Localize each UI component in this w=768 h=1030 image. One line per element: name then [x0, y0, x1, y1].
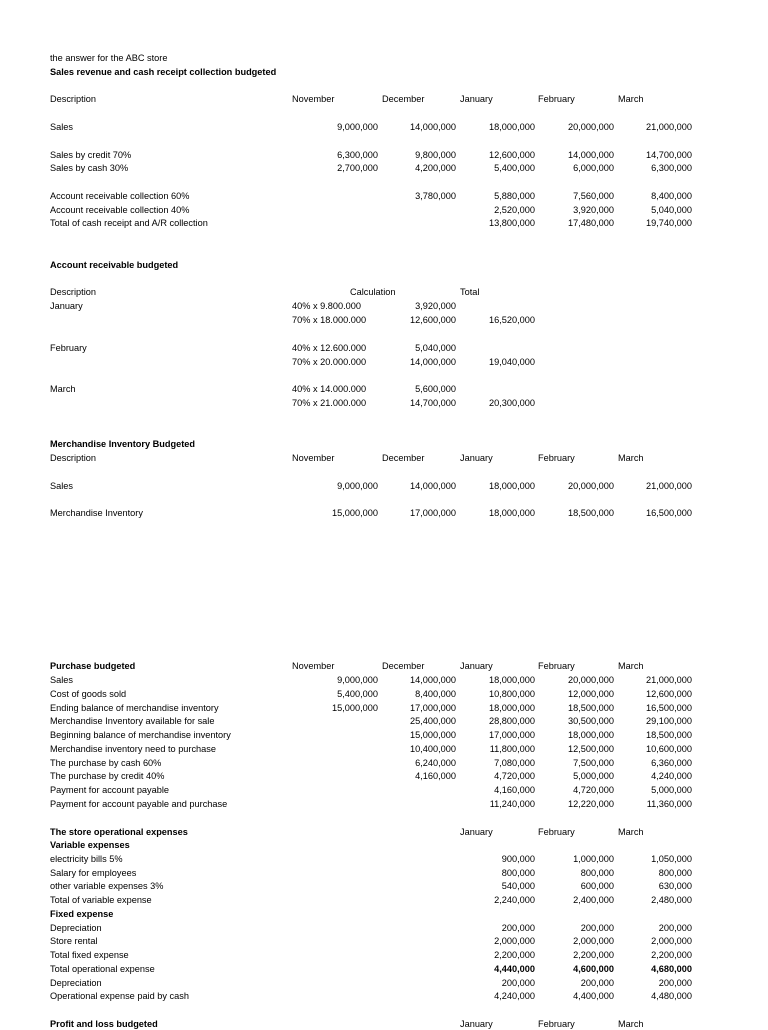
row-label: Total operational expense — [50, 963, 155, 974]
cell-value: 6,300,000 — [337, 150, 378, 160]
cell-value: 10,400,000 — [410, 743, 456, 754]
cell-value: 20,000,000 — [568, 122, 614, 132]
cell-value: 9,000,000 — [337, 122, 378, 132]
cell-value: 21,000,000 — [646, 675, 692, 685]
cell-value: 800,000 — [580, 867, 614, 878]
cell-value: 9,000,000 — [337, 675, 378, 685]
cell-value: 16,500,000 — [646, 508, 692, 518]
cell-value: 18,000,000 — [489, 481, 535, 491]
cell-value: 4,720,000 — [573, 785, 614, 795]
cell-value: 8,400,000 — [651, 191, 692, 201]
cell-value: 18,500,000 — [568, 508, 614, 518]
header-description: Description — [50, 453, 96, 463]
ar-amount: 12,600,000 — [410, 315, 456, 325]
section-title-opex: The store operational expenses — [50, 827, 188, 837]
header-month: February — [538, 453, 575, 463]
ar-calculation-header: Calculation — [350, 287, 396, 297]
cell-value: 28,800,000 — [489, 716, 535, 727]
cell-value: 14,000,000 — [410, 122, 456, 132]
cell-value: 4,160,000 — [415, 771, 456, 782]
cell-value: 4,160,000 — [494, 785, 535, 795]
row-label: Fixed expense — [50, 908, 114, 919]
cell-value: 3,780,000 — [415, 191, 456, 201]
cell-value: 5,000,000 — [651, 785, 692, 795]
header-month: December — [382, 661, 425, 671]
row-label: other variable expenses 3% — [50, 881, 164, 892]
header-month: February — [538, 827, 575, 837]
ar-calc: 70% x 20.000.000 — [292, 357, 367, 367]
cell-value: 200,000 — [501, 977, 535, 988]
cell-value: 600,000 — [580, 881, 614, 892]
cell-value: 2,700,000 — [337, 163, 378, 173]
header-month: March — [618, 827, 644, 837]
row-label: Operational expense paid by cash — [50, 991, 189, 1002]
section-title-inventory: Merchandise Inventory Budgeted — [50, 439, 195, 449]
cell-value: 18,000,000 — [489, 508, 535, 518]
section-title-purchase: Purchase budgeted — [50, 661, 136, 671]
ar-calc: 40% x 9.800.000 — [292, 301, 361, 311]
header-month: March — [618, 453, 644, 463]
cell-value: 4,240,000 — [651, 771, 692, 782]
cell-value: 630,000 — [658, 881, 692, 892]
cell-value: 20,000,000 — [568, 481, 614, 491]
cell-value: 9,800,000 — [415, 150, 456, 160]
cell-value: 6,240,000 — [415, 757, 456, 768]
header-month: January — [460, 453, 493, 463]
cell-value: 4,200,000 — [415, 163, 456, 173]
header-month: February — [538, 94, 575, 104]
cell-value: 12,220,000 — [568, 798, 614, 809]
cell-value: 20,000,000 — [568, 675, 614, 685]
cell-value: 1,050,000 — [651, 853, 692, 864]
ar-total: 20,300,000 — [489, 398, 535, 408]
cell-value: 17,000,000 — [410, 702, 456, 713]
cell-value: 14,000,000 — [568, 150, 614, 160]
cell-value: 30,500,000 — [568, 716, 614, 727]
header-month: January — [460, 661, 493, 671]
row-label: Payment for account payable — [50, 785, 169, 795]
row-label: Payment for account payable and purchase — [50, 798, 228, 809]
ar-total: 16,520,000 — [489, 315, 535, 325]
row-label: electricity bills 5% — [50, 853, 123, 864]
ar-amount: 5,040,000 — [415, 343, 456, 353]
ar-amount: 14,700,000 — [410, 398, 456, 408]
row-label: Ending balance of merchandise inventory — [50, 702, 219, 713]
row-label: Total of variable expense — [50, 895, 152, 905]
ar-calc: 40% x 12.600.000 — [292, 343, 367, 353]
cell-value: 1,000,000 — [573, 853, 614, 864]
cell-value: 16,500,000 — [646, 702, 692, 713]
ar-calc: 70% x 21.000.000 — [292, 398, 367, 408]
cell-value: 12,600,000 — [646, 688, 692, 699]
cell-value: 2,000,000 — [651, 936, 692, 947]
row-label: Merchandise Inventory — [50, 508, 143, 518]
cell-value: 2,200,000 — [573, 950, 614, 960]
row-label: The purchase by credit 40% — [50, 771, 165, 782]
row-label: Cost of goods sold — [50, 688, 127, 699]
cell-value: 4,440,000 — [494, 963, 535, 974]
cell-value: 18,000,000 — [489, 675, 535, 685]
cell-value: 200,000 — [658, 977, 692, 988]
row-label: Merchandise Inventory available for sale — [50, 716, 215, 727]
cell-value: 19,740,000 — [646, 218, 692, 228]
ar-calc: 70% x 18.000.000 — [292, 315, 367, 325]
row-label: The purchase by cash 60% — [50, 757, 162, 768]
header-month: November — [292, 661, 335, 671]
cell-value: 17,000,000 — [410, 508, 456, 518]
cell-value: 14,700,000 — [646, 150, 692, 160]
cell-value: 2,200,000 — [651, 950, 692, 960]
cell-value: 5,400,000 — [337, 688, 378, 699]
row-label: Depreciation — [50, 977, 102, 988]
ar-month-label: January — [50, 301, 83, 311]
cell-value: 2,200,000 — [494, 950, 535, 960]
cell-value: 2,000,000 — [573, 936, 614, 947]
cell-value: 11,800,000 — [489, 743, 535, 754]
header-month: January — [460, 1019, 493, 1029]
row-label: Account receivable collection 60% — [50, 191, 190, 201]
cell-value: 8,400,000 — [415, 688, 456, 699]
cell-value: 200,000 — [580, 922, 614, 933]
cell-value: 25,400,000 — [410, 716, 456, 727]
cell-value: 4,680,000 — [651, 963, 692, 974]
cell-value: 10,600,000 — [646, 743, 692, 754]
row-label: Sales — [50, 675, 73, 685]
cell-value: 7,080,000 — [494, 757, 535, 768]
row-label: Total of cash receipt and A/R collection — [50, 218, 208, 228]
header-month: November — [292, 94, 335, 104]
cell-value: 2,520,000 — [494, 205, 535, 215]
intro-line: the answer for the ABC store — [50, 53, 168, 63]
section-title-profit-loss: Profit and loss budgeted — [50, 1019, 158, 1029]
cell-value: 17,480,000 — [568, 218, 614, 228]
row-label: Account receivable collection 40% — [50, 205, 190, 215]
cell-value: 11,360,000 — [646, 798, 692, 809]
cell-value: 15,000,000 — [410, 730, 456, 740]
row-label: Total fixed expense — [50, 950, 129, 960]
row-label: Sales by credit 70% — [50, 150, 132, 160]
cell-value: 5,000,000 — [573, 771, 614, 782]
row-label: Beginning balance of merchandise inventory — [50, 730, 231, 740]
row-label: Depreciation — [50, 922, 102, 933]
cell-value: 540,000 — [501, 881, 535, 892]
cell-value: 4,480,000 — [651, 991, 692, 1002]
cell-value: 17,000,000 — [489, 730, 535, 740]
cell-value: 2,400,000 — [573, 895, 614, 905]
cell-value: 800,000 — [658, 867, 692, 878]
cell-value: 18,000,000 — [489, 702, 535, 713]
cell-value: 21,000,000 — [646, 481, 692, 491]
cell-value: 4,400,000 — [573, 991, 614, 1002]
cell-value: 800,000 — [501, 867, 535, 878]
ar-amount: 14,000,000 — [410, 357, 456, 367]
row-label: Sales — [50, 122, 73, 132]
header-month: March — [618, 1019, 644, 1029]
cell-value: 2,240,000 — [494, 895, 535, 905]
ar-total-header: Total — [460, 287, 480, 297]
cell-value: 6,360,000 — [651, 757, 692, 768]
ar-month-label: February — [50, 343, 87, 353]
ar-month-label: March — [50, 384, 76, 394]
header-description: Description — [50, 94, 96, 104]
cell-value: 5,400,000 — [494, 163, 535, 173]
cell-value: 13,800,000 — [489, 218, 535, 228]
cell-value: 12,000,000 — [568, 688, 614, 699]
cell-value: 18,000,000 — [489, 122, 535, 132]
cell-value: 6,000,000 — [573, 163, 614, 173]
cell-value: 18,500,000 — [568, 702, 614, 713]
ar-calc: 40% x 14.000.000 — [292, 384, 367, 394]
cell-value: 21,000,000 — [646, 122, 692, 132]
cell-value: 18,000,000 — [568, 730, 614, 740]
header-month: November — [292, 453, 335, 463]
cell-value: 18,500,000 — [646, 730, 692, 740]
cell-value: 15,000,000 — [332, 508, 378, 518]
row-label: Sales — [50, 481, 73, 491]
cell-value: 2,000,000 — [494, 936, 535, 947]
header-month: February — [538, 1019, 575, 1029]
cell-value: 2,480,000 — [651, 895, 692, 905]
ar-amount: 3,920,000 — [415, 301, 456, 311]
cell-value: 3,920,000 — [573, 205, 614, 215]
cell-value: 4,240,000 — [494, 991, 535, 1002]
cell-value: 14,000,000 — [410, 481, 456, 491]
cell-value: 9,000,000 — [337, 481, 378, 491]
row-label: Sales by cash 30% — [50, 163, 129, 173]
ar-amount: 5,600,000 — [415, 384, 456, 394]
cell-value: 12,500,000 — [568, 743, 614, 754]
cell-value: 4,600,000 — [573, 963, 614, 974]
cell-value: 15,000,000 — [332, 702, 378, 713]
cell-value: 11,240,000 — [489, 798, 535, 809]
header-month: January — [460, 827, 493, 837]
header-month: December — [382, 94, 425, 104]
ar-total: 19,040,000 — [489, 357, 535, 367]
cell-value: 10,800,000 — [489, 688, 535, 699]
cell-value: 7,560,000 — [573, 191, 614, 201]
row-label: Merchandise inventory need to purchase — [50, 743, 216, 754]
header-month: March — [618, 94, 644, 104]
row-label: Store rental — [50, 936, 98, 947]
cell-value: 6,300,000 — [651, 163, 692, 173]
cell-value: 7,500,000 — [573, 757, 614, 768]
cell-value: 900,000 — [501, 853, 535, 864]
cell-value: 200,000 — [658, 922, 692, 933]
ar-description-header: Description — [50, 287, 96, 297]
section-title-ar: Account receivable budgeted — [50, 260, 179, 270]
cell-value: 5,880,000 — [494, 191, 535, 201]
cell-value: 4,720,000 — [494, 771, 535, 782]
row-label: Variable expenses — [50, 840, 130, 850]
cell-value: 5,040,000 — [651, 205, 692, 215]
cell-value: 200,000 — [580, 977, 614, 988]
cell-value: 12,600,000 — [489, 150, 535, 160]
row-label: Salary for employees — [50, 867, 137, 878]
header-month: March — [618, 661, 644, 671]
cell-value: 29,100,000 — [646, 716, 692, 727]
header-month: February — [538, 661, 575, 671]
header-month: December — [382, 453, 425, 463]
header-month: January — [460, 94, 493, 104]
cell-value: 200,000 — [501, 922, 535, 933]
cell-value: 14,000,000 — [410, 675, 456, 685]
section-title-sales: Sales revenue and cash receipt collection budgeted — [50, 67, 277, 77]
